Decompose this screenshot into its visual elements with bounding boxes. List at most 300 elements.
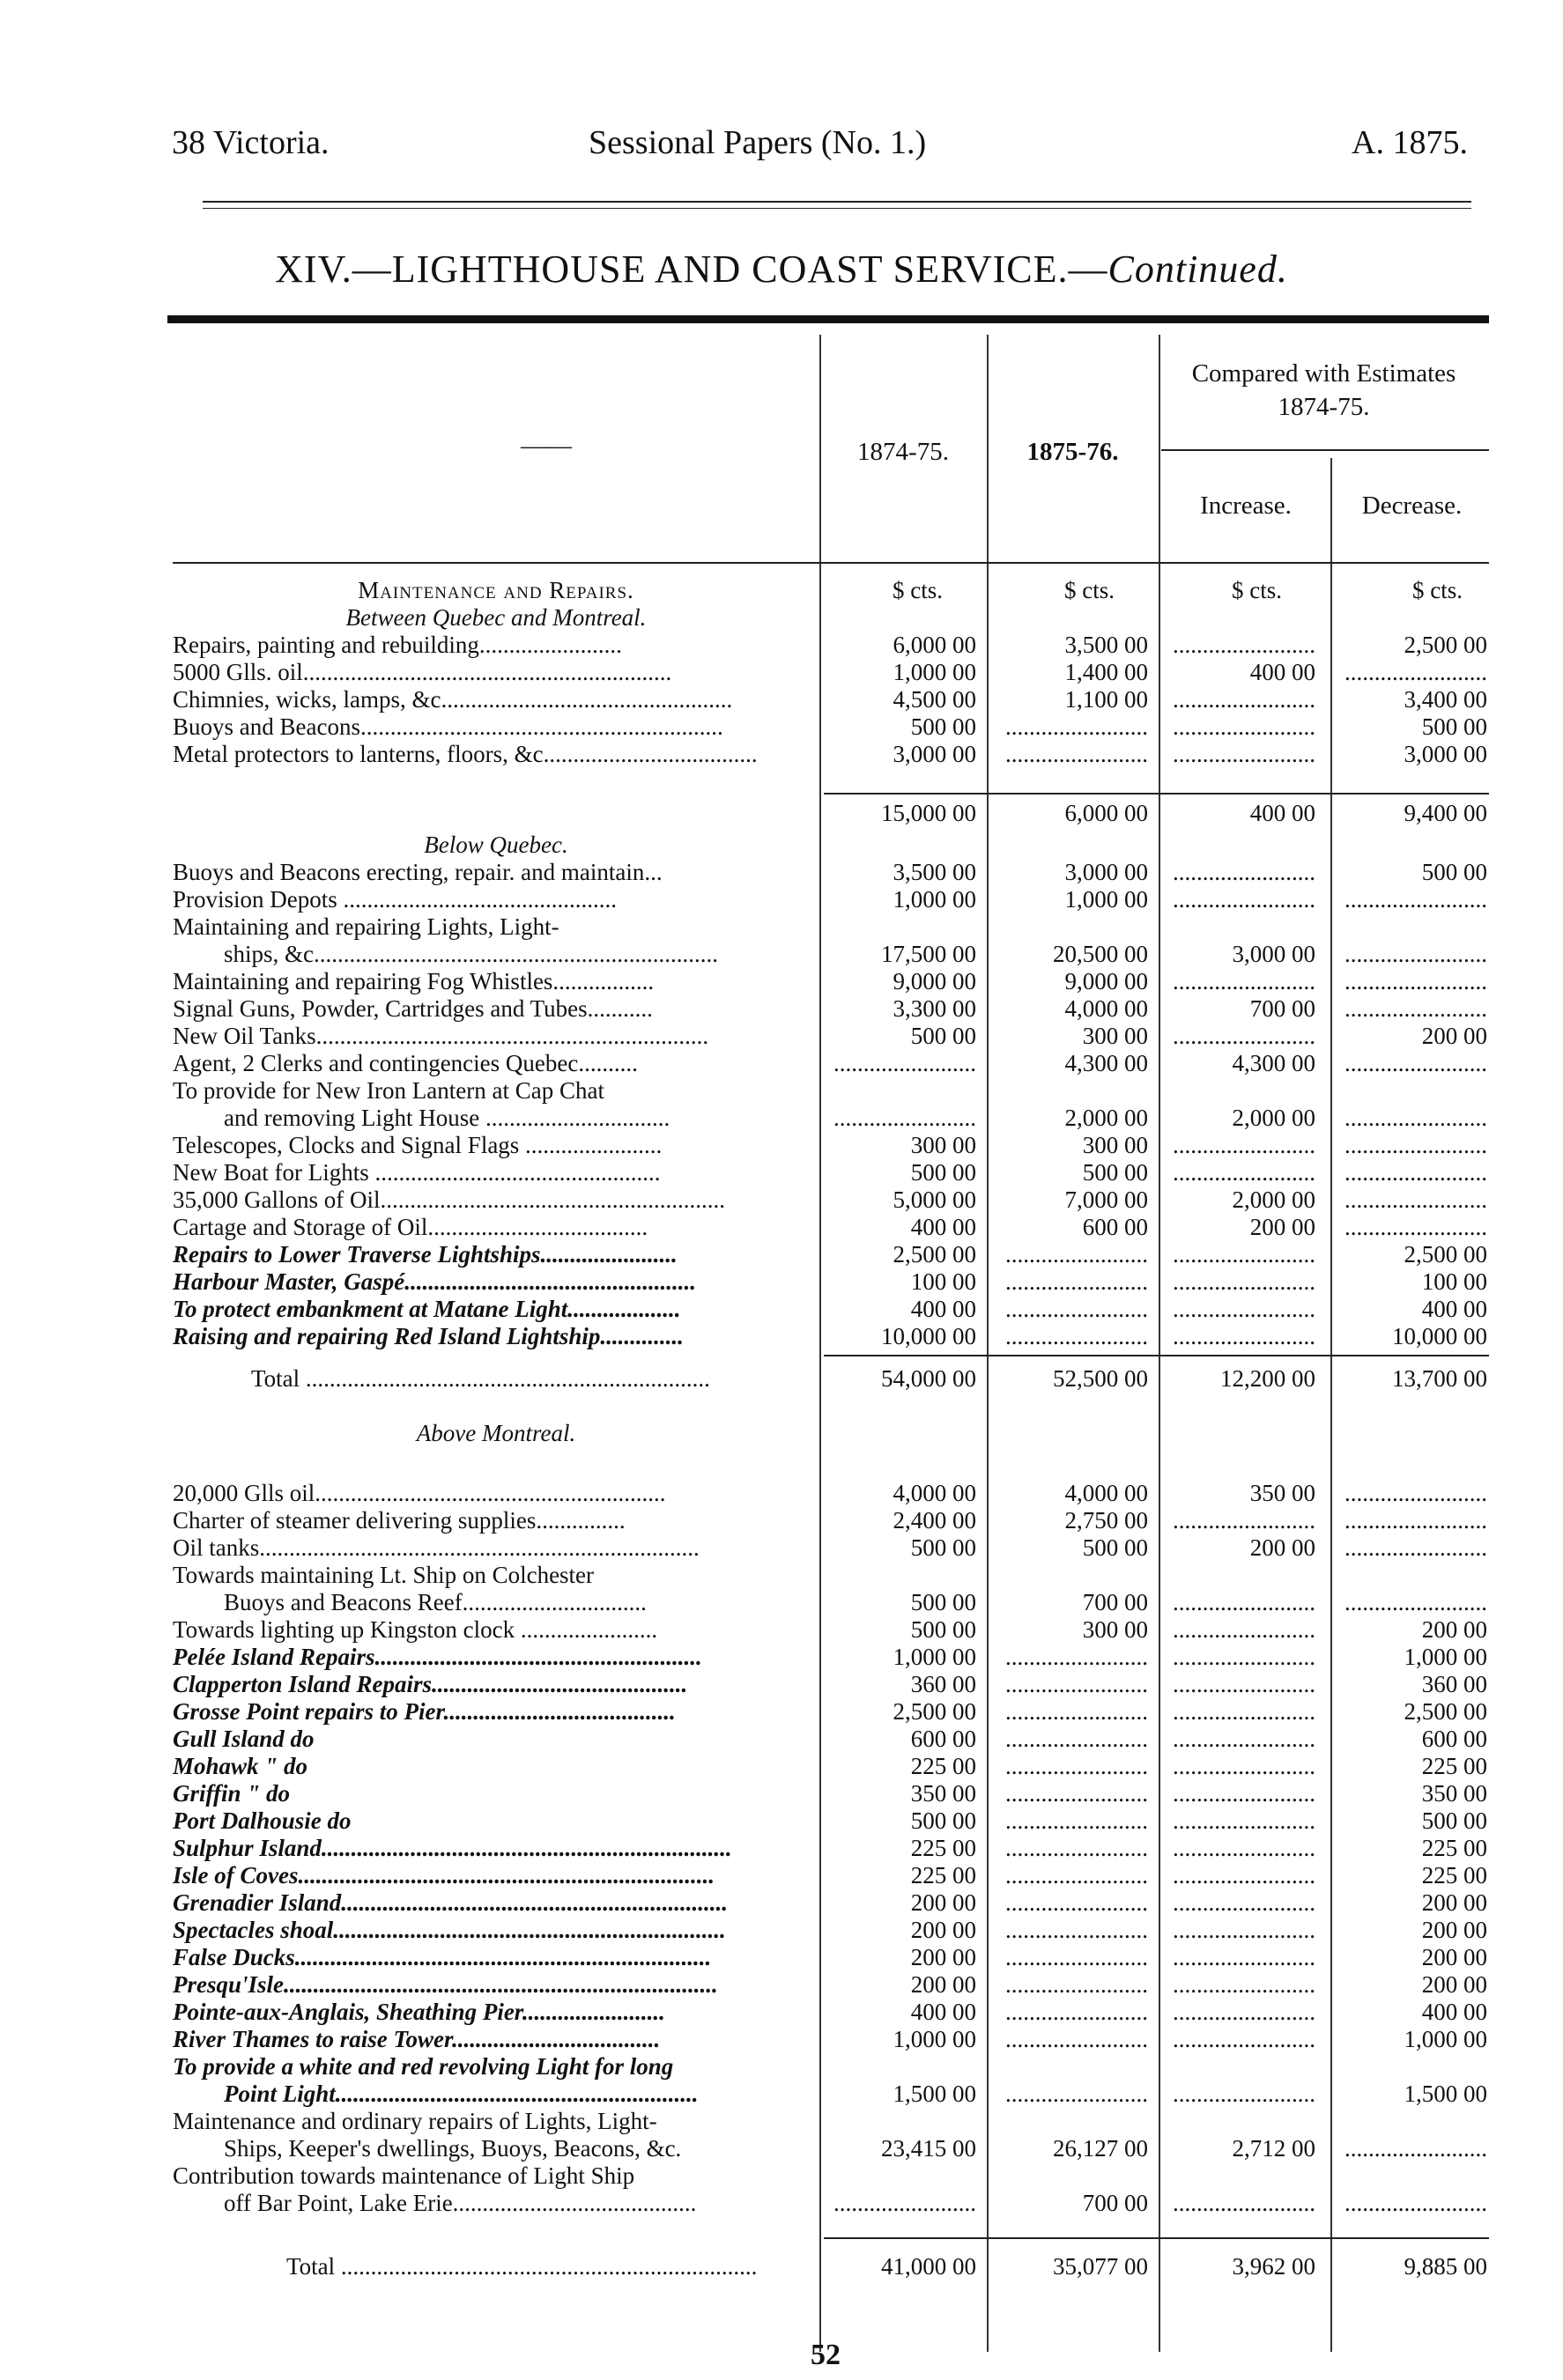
cell: 500 00 xyxy=(1421,859,1487,885)
cell: 100 00 xyxy=(910,1268,976,1295)
table-row xyxy=(0,1753,1563,1780)
table-row xyxy=(0,1480,1563,1507)
cell: ........................ xyxy=(1173,1726,1315,1752)
section-heading: Above Montreal. xyxy=(416,1420,576,1446)
row-label: Isle of Coves...................................................................... xyxy=(173,1862,715,1888)
cell: 5,000 00 xyxy=(893,1186,976,1213)
cell: 200 00 xyxy=(1249,1214,1315,1240)
row-label: off Bar Point, Lake Erie......................................... xyxy=(224,2190,697,2216)
header-rule xyxy=(203,201,1471,203)
cell: ........................ xyxy=(1344,2190,1487,2216)
cell: 17,500 00 xyxy=(881,941,976,967)
table-row xyxy=(0,1944,1563,1971)
cell: ........................ xyxy=(1344,659,1487,685)
cell: 1,000 00 xyxy=(1404,1644,1487,1670)
table-row xyxy=(0,1862,1563,1889)
table-row xyxy=(0,1296,1563,1323)
table-row xyxy=(0,1050,1563,1077)
cell: ........................ xyxy=(1173,2026,1315,2052)
table-row xyxy=(0,1323,1563,1350)
cell: 15,000 00 xyxy=(881,800,976,826)
cell: 225 00 xyxy=(1421,1835,1487,1861)
cell: 1,000 00 xyxy=(893,2026,976,2052)
cell: ........................ xyxy=(1344,1480,1487,1506)
row-label: False Ducks...................................................................... xyxy=(173,1944,712,1970)
cell: ........................ xyxy=(1344,1050,1487,1076)
cell: ........................ xyxy=(1173,1241,1315,1268)
row-label: Signal Guns, Powder, Cartridges and Tubes........... xyxy=(173,995,653,1022)
cell: 200 00 xyxy=(1421,1917,1487,1943)
cell: ........................ xyxy=(1173,2081,1315,2107)
row-label: River Thames to raise Tower................................... xyxy=(173,2026,661,2052)
cell: 350 00 xyxy=(1249,1480,1315,1506)
cell: ........................ xyxy=(1173,1268,1315,1295)
total-rule xyxy=(824,1355,1489,1356)
cell: 360 00 xyxy=(910,1671,976,1697)
cell: 200 00 xyxy=(910,1889,976,1916)
table-row xyxy=(0,1268,1563,1296)
cell: ........................ xyxy=(1344,886,1487,913)
row-label: Oil tanks.......................................................................... xyxy=(173,1534,700,1561)
title-main: XIV.—LIGHTHOUSE AND COAST SERVICE.— xyxy=(275,248,1108,291)
cell: 26,127 00 xyxy=(1053,2135,1148,2162)
table-row xyxy=(0,1214,1563,1241)
row-label: Pelée Island Repairs....................................................... xyxy=(173,1644,702,1670)
table-row xyxy=(0,1562,1563,1589)
cell: 4,000 00 xyxy=(893,1480,976,1506)
table-row xyxy=(0,1077,1563,1105)
cell: 500 00 xyxy=(910,1023,976,1049)
cell: ........................ xyxy=(1344,1105,1487,1131)
unit-cell: $ cts. xyxy=(893,577,943,603)
cell: 3,000 00 xyxy=(1404,741,1487,767)
cell: 400 00 xyxy=(1249,659,1315,685)
cell: 200 00 xyxy=(1421,1616,1487,1643)
table-row xyxy=(0,2053,1563,2081)
page-title xyxy=(0,247,1563,292)
cell: 300 00 xyxy=(1082,1023,1148,1049)
table-row xyxy=(0,1023,1563,1050)
cell: 20,500 00 xyxy=(1053,941,1148,967)
cell: 300 00 xyxy=(1082,1616,1148,1643)
row-label: Charter of steamer delivering supplies............... xyxy=(173,1507,626,1534)
total-label: Total .................................................................... xyxy=(251,1365,710,1392)
cell: 2,500 00 xyxy=(1404,1698,1487,1725)
cell: 225 00 xyxy=(1421,1862,1487,1888)
cell: 700 00 xyxy=(1249,995,1315,1022)
col-head-blank: —— xyxy=(521,432,572,460)
table-row xyxy=(0,659,1563,686)
table-row xyxy=(0,2162,1563,2190)
cell: ........................ xyxy=(1173,1807,1315,1834)
subtotal-row xyxy=(0,800,1563,827)
cell: ........................ xyxy=(1005,2026,1148,2052)
total-row xyxy=(0,1365,1563,1393)
table-row xyxy=(0,1507,1563,1534)
cell: ........................ xyxy=(1173,1753,1315,1779)
cell: 200 00 xyxy=(910,1944,976,1970)
cell: 4,000 00 xyxy=(1064,1480,1148,1506)
row-label: Point Light............................................................. xyxy=(224,2081,699,2107)
row-label: Pointe-aux-Anglais, Sheathing Pier........................ xyxy=(173,1999,665,2025)
cell: ........................ xyxy=(1005,1944,1148,1970)
row-label: Grenadier Island................................................................. xyxy=(173,1889,729,1916)
row-label: Repairs, painting and rebuilding........................ xyxy=(173,632,622,658)
cell: ........................ xyxy=(1005,1780,1148,1807)
table-row xyxy=(0,1780,1563,1807)
header-center: Sessional Papers (No. 1.) xyxy=(589,124,927,161)
row-label: To provide for New Iron Lantern at Cap Chat xyxy=(173,1077,604,1104)
table-row xyxy=(0,995,1563,1023)
cell: 2,750 00 xyxy=(1064,1507,1148,1534)
table-row xyxy=(0,1644,1563,1671)
cell: ........................ xyxy=(1173,1644,1315,1670)
table-row xyxy=(0,2026,1563,2053)
cell: ........................ xyxy=(1344,1534,1487,1561)
cell: 200 00 xyxy=(1421,1023,1487,1049)
row-label: Telescopes, Clocks and Signal Flags ....................... xyxy=(173,1132,663,1158)
cell: 600 00 xyxy=(1421,1726,1487,1752)
cell: ........................ xyxy=(1005,1268,1148,1295)
cell: ........................ xyxy=(1173,713,1315,740)
cell: ........................ xyxy=(833,2190,976,2216)
row-label: Provision Depots .............................................. xyxy=(173,886,618,913)
cell: 1,100 00 xyxy=(1064,686,1148,713)
cell: 200 00 xyxy=(910,1917,976,1943)
table-row xyxy=(0,1132,1563,1159)
row-label: Contribution towards maintenance of Light Ship xyxy=(173,2162,635,2189)
row-label: Metal protectors to lanterns, floors, &c.................................... xyxy=(173,741,758,767)
cell: ........................ xyxy=(1005,1971,1148,1998)
cell: 400 00 xyxy=(1249,800,1315,826)
cell: 100 00 xyxy=(1421,1268,1487,1295)
table-row xyxy=(0,1971,1563,1999)
cell: 400 00 xyxy=(1421,1999,1487,2025)
section-subheading: Between Quebec and Montreal. xyxy=(345,604,647,631)
cell: ........................ xyxy=(1005,1889,1148,1916)
cell: 500 00 xyxy=(910,1159,976,1186)
cell: ........................ xyxy=(1173,1671,1315,1697)
row-label: Griffin " do xyxy=(173,1780,291,1807)
cell: 1,000 00 xyxy=(1404,2026,1487,2052)
total-row xyxy=(0,2253,1563,2280)
cell: ........................ xyxy=(1005,1726,1148,1752)
row-label: Gull Island do xyxy=(173,1726,315,1752)
cell: 600 00 xyxy=(910,1726,976,1752)
cell: ........................ xyxy=(833,1105,976,1131)
row-label: 20,000 Glls oil........................................................... xyxy=(173,1480,666,1506)
cell: ........................ xyxy=(1344,1159,1487,1186)
row-label: ships, &c.................................................................... xyxy=(224,941,719,967)
cell: 3,962 00 xyxy=(1232,2253,1315,2280)
table-row xyxy=(0,1698,1563,1726)
cell: 1,000 00 xyxy=(893,659,976,685)
table-row xyxy=(0,1616,1563,1644)
cell: 3,000 00 xyxy=(893,741,976,767)
cell: ........................ xyxy=(1173,741,1315,767)
table-row xyxy=(0,886,1563,913)
section-heading-row xyxy=(0,1420,1563,1447)
cell: 10,000 00 xyxy=(881,1323,976,1349)
cell: 1,000 00 xyxy=(1064,886,1148,913)
cell: ........................ xyxy=(833,1050,976,1076)
cell: ........................ xyxy=(1005,1807,1148,1834)
table-row xyxy=(0,1889,1563,1917)
cell: 3,500 00 xyxy=(893,859,976,885)
cell: 350 00 xyxy=(1421,1780,1487,1807)
cell: ........................ xyxy=(1344,1507,1487,1534)
cell: 2,712 00 xyxy=(1232,2135,1315,2162)
cell: 400 00 xyxy=(910,1999,976,2025)
cell: ........................ xyxy=(1173,1835,1315,1861)
cell: 400 00 xyxy=(910,1296,976,1322)
unit-cell: $ cts. xyxy=(1232,577,1282,603)
unit-cell: $ cts. xyxy=(1064,577,1115,603)
table-row xyxy=(0,1999,1563,2026)
cell: ........................ xyxy=(1005,1698,1148,1725)
subtotal-rule xyxy=(824,793,1489,795)
cell: 6,000 00 xyxy=(1064,800,1148,826)
cell: ........................ xyxy=(1173,1132,1315,1158)
row-label: Sulphur Island..................................................................... xyxy=(173,1835,732,1861)
cell: 13,700 00 xyxy=(1392,1365,1487,1392)
row-label: Buoys and Beacons Reef............................... xyxy=(224,1589,647,1615)
cell: 360 00 xyxy=(1421,1671,1487,1697)
row-label: Cartage and Storage of Oil..................................... xyxy=(173,1214,648,1240)
cell: 200 00 xyxy=(1421,1889,1487,1916)
cell: 600 00 xyxy=(1082,1214,1148,1240)
cell: 52,500 00 xyxy=(1053,1365,1148,1392)
row-label: Repairs to Lower Traverse Lightships....................... xyxy=(173,1241,678,1268)
cell: 500 00 xyxy=(910,1807,976,1834)
cell: 3,000 00 xyxy=(1232,941,1315,967)
cell: 500 00 xyxy=(910,713,976,740)
cell: ........................ xyxy=(1344,941,1487,967)
row-label: To protect embankment at Matane Light................... xyxy=(173,1296,681,1322)
table-row xyxy=(0,1241,1563,1268)
total-label: Total ...................................................................... xyxy=(286,2253,758,2280)
cell: 500 00 xyxy=(910,1589,976,1615)
cell: ........................ xyxy=(1173,1944,1315,1970)
table-row xyxy=(0,1917,1563,1944)
row-label: Maintaining and repairing Fog Whistles................. xyxy=(173,968,655,994)
cell: 200 00 xyxy=(910,1971,976,1998)
cell: ........................ xyxy=(1005,713,1148,740)
table-row xyxy=(0,2135,1563,2162)
row-label: Buoys and Beacons erecting, repair. and maintain... xyxy=(173,859,663,885)
table-row xyxy=(0,1726,1563,1753)
table-row xyxy=(0,1105,1563,1132)
row-label: Maintaining and repairing Lights, Light- xyxy=(173,913,559,940)
cell: 4,500 00 xyxy=(893,686,976,713)
cell: ........................ xyxy=(1173,886,1315,913)
row-label: Buoys and Beacons............................................................. xyxy=(173,713,723,740)
table-row xyxy=(0,2108,1563,2135)
cell: 9,000 00 xyxy=(1064,968,1148,994)
cell: ........................ xyxy=(1173,859,1315,885)
col-head-increase: Increase. xyxy=(1200,492,1292,520)
cell: 200 00 xyxy=(1249,1534,1315,1561)
cell: ........................ xyxy=(1344,1132,1487,1158)
cell: ........................ xyxy=(1173,1889,1315,1916)
row-label: Grosse Point repairs to Pier....................................... xyxy=(173,1698,676,1725)
cell: 1,000 00 xyxy=(893,1644,976,1670)
cell: 3,400 00 xyxy=(1404,686,1487,713)
cell: 225 00 xyxy=(1421,1753,1487,1779)
cell: 200 00 xyxy=(1421,1971,1487,1998)
cell: ........................ xyxy=(1173,1296,1315,1322)
cell: ........................ xyxy=(1005,1323,1148,1349)
cell: 300 00 xyxy=(1082,1132,1148,1158)
cell: ........................ xyxy=(1005,1999,1148,2025)
section-heading: Below Quebec. xyxy=(424,832,568,858)
cell: ........................ xyxy=(1005,1835,1148,1861)
cell: 500 00 xyxy=(1082,1534,1148,1561)
cell: 225 00 xyxy=(910,1835,976,1861)
table-row xyxy=(0,1671,1563,1698)
cell: 9,400 00 xyxy=(1404,800,1487,826)
cell: ........................ xyxy=(1173,1698,1315,1725)
row-label: 5000 Glls. oil.............................................................. xyxy=(173,659,672,685)
cell: 2,400 00 xyxy=(893,1507,976,1534)
cell: ........................ xyxy=(1173,1917,1315,1943)
cell: ........................ xyxy=(1173,1023,1315,1049)
header-rule-2 xyxy=(203,208,1471,209)
cell: ........................ xyxy=(1005,1241,1148,1268)
cell: 500 00 xyxy=(910,1616,976,1643)
cell: 3,500 00 xyxy=(1064,632,1148,658)
cell: ........................ xyxy=(1005,1753,1148,1779)
cell: ........................ xyxy=(1005,741,1148,767)
cell: ........................ xyxy=(1173,1999,1315,2025)
cell: 225 00 xyxy=(910,1862,976,1888)
table-row xyxy=(0,686,1563,713)
cell: 1,500 00 xyxy=(893,2081,976,2107)
page-number: 52 xyxy=(811,2339,841,2371)
table-row xyxy=(0,1534,1563,1562)
row-label: New Boat for Lights ................................................ xyxy=(173,1159,661,1186)
title-continued: Continued. xyxy=(1107,248,1288,291)
cell: ........................ xyxy=(1344,968,1487,994)
header-left: 38 Victoria. xyxy=(172,124,330,161)
cell: ........................ xyxy=(1344,1589,1487,1615)
row-label: Towards maintaining Lt. Ship on Colchester xyxy=(173,1562,595,1588)
cell: 12,200 00 xyxy=(1220,1365,1315,1392)
cell: 2,000 00 xyxy=(1232,1105,1315,1131)
row-label: To provide a white and red revolving Light for long xyxy=(173,2053,674,2080)
cell: 41,000 00 xyxy=(881,2253,976,2280)
row-label: New Oil Tanks.................................................................. xyxy=(173,1023,709,1049)
cell: 500 00 xyxy=(910,1534,976,1561)
cell: 2,500 00 xyxy=(893,1698,976,1725)
row-label: and removing Light House ............................... xyxy=(224,1105,670,1131)
cell: ........................ xyxy=(1173,1971,1315,1998)
cell: 2,000 00 xyxy=(1064,1105,1148,1131)
cell: 350 00 xyxy=(910,1780,976,1807)
cell: ........................ xyxy=(1173,1589,1315,1615)
table-row xyxy=(0,2081,1563,2108)
cell: ........................ xyxy=(1173,1159,1315,1186)
cell: 6,000 00 xyxy=(893,632,976,658)
row-label: Mohawk " do xyxy=(173,1753,308,1779)
table-row xyxy=(0,859,1563,886)
cell: 700 00 xyxy=(1082,1589,1148,1615)
col-head-decrease: Decrease. xyxy=(1361,492,1463,520)
cell: 4,300 00 xyxy=(1232,1050,1315,1076)
table-row xyxy=(0,968,1563,995)
cell: 400 00 xyxy=(910,1214,976,1240)
cell: 9,885 00 xyxy=(1404,2253,1487,2280)
cell: 1,400 00 xyxy=(1064,659,1148,685)
cell: 54,000 00 xyxy=(881,1365,976,1392)
cell: 4,300 00 xyxy=(1064,1050,1148,1076)
header-bottom-rule xyxy=(173,562,1489,564)
table-row xyxy=(0,1589,1563,1616)
col-head-1875-76: 1875-76. xyxy=(1026,438,1119,466)
cell: 700 00 xyxy=(1082,2190,1148,2216)
cell: ........................ xyxy=(1173,632,1315,658)
cell: 2,500 00 xyxy=(893,1241,976,1268)
cell: 23,415 00 xyxy=(881,2135,976,2162)
cell: ........................ xyxy=(1173,686,1315,713)
cell: ........................ xyxy=(1344,995,1487,1022)
table-row xyxy=(0,941,1563,968)
section-heading-row xyxy=(0,832,1563,859)
cell: 3,000 00 xyxy=(1064,859,1148,885)
row-label: Spectacles shoal.................................................................. xyxy=(173,1917,726,1943)
cell: 500 00 xyxy=(1421,1807,1487,1834)
cell: 200 00 xyxy=(1421,1944,1487,1970)
section-heading: Maintenance and Repairs. xyxy=(358,577,634,603)
cell: ........................ xyxy=(1344,2135,1487,2162)
cell: ........................ xyxy=(1344,1186,1487,1213)
table-row xyxy=(0,1835,1563,1862)
col-head-compared: Compared with Estimates 1874-75. xyxy=(1191,359,1456,421)
cell: 500 00 xyxy=(1082,1159,1148,1186)
cell: ........................ xyxy=(1005,1671,1148,1697)
cell: 9,000 00 xyxy=(893,968,976,994)
cell: 4,000 00 xyxy=(1064,995,1148,1022)
cell: 10,000 00 xyxy=(1392,1323,1487,1349)
total-rule xyxy=(824,2237,1489,2239)
cell: ........................ xyxy=(1173,1862,1315,1888)
row-label: Ships, Keeper's dwellings, Buoys, Beacons, &c. xyxy=(224,2135,682,2162)
row-label: Raising and repairing Red Island Lightship.............. xyxy=(173,1323,684,1349)
units-row xyxy=(0,577,1563,604)
cell: 1,500 00 xyxy=(1404,2081,1487,2107)
cell: ........................ xyxy=(1173,1616,1315,1643)
cell: 500 00 xyxy=(1421,713,1487,740)
cell: ........................ xyxy=(1344,1214,1487,1240)
cell: 1,000 00 xyxy=(893,886,976,913)
cell: 300 00 xyxy=(910,1132,976,1158)
row-label: Towards lighting up Kingston clock ....................... xyxy=(173,1616,658,1643)
row-label: Maintenance and ordinary repairs of Lights, Light- xyxy=(173,2108,657,2134)
row-label: Port Dalhousie do xyxy=(173,1807,352,1834)
cell: 2,500 00 xyxy=(1404,632,1487,658)
cell: ........................ xyxy=(1173,1780,1315,1807)
cell: ........................ xyxy=(1173,1323,1315,1349)
table-row xyxy=(0,1186,1563,1214)
cell: ........................ xyxy=(1005,1917,1148,1943)
compared-rule xyxy=(1161,449,1489,451)
cell: 3,300 00 xyxy=(893,995,976,1022)
row-label: Presqu'Isle......................................................................... xyxy=(173,1971,718,1998)
cell: 2,000 00 xyxy=(1232,1186,1315,1213)
table-row xyxy=(0,713,1563,741)
table-row xyxy=(0,1807,1563,1835)
cell: ........................ xyxy=(1173,1507,1315,1534)
